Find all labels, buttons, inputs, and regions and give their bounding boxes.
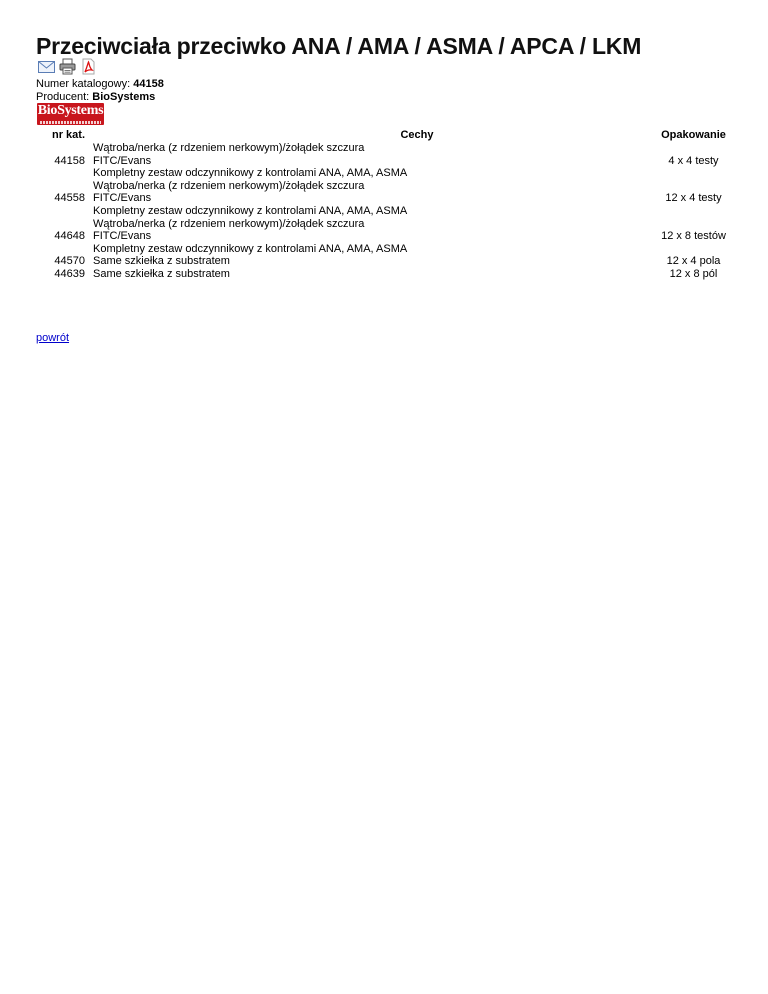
row-features — [93, 268, 661, 281]
catalog-value: 44158 — [133, 78, 164, 90]
table-row — [36, 268, 726, 281]
header-packaging: Opakowanie — [661, 129, 726, 141]
back-link[interactable]: powrót — [36, 332, 70, 344]
row-code: 44558 — [54, 192, 85, 205]
row-packaging: 12 x 8 testów — [661, 230, 726, 243]
logo-text: BioSystems — [37, 103, 104, 118]
mail-icon[interactable] — [38, 58, 55, 75]
row-packaging: 12 x 8 pól — [669, 267, 718, 280]
row-features — [93, 218, 661, 256]
biosystems-logo — [37, 103, 104, 125]
row-packaging: 4 x 4 testy — [668, 154, 719, 167]
table-row — [36, 218, 726, 256]
producer-value: BioSystems — [92, 91, 156, 103]
feature-line: Kompletny zestaw odczynnikowy z kontrolami ANA, AMA, ASMA — [93, 242, 408, 255]
product-meta — [36, 78, 164, 104]
row-features — [93, 142, 661, 180]
producer-label: Producent: — [36, 91, 90, 103]
feature-line: Same szkiełka z substratem — [93, 255, 230, 268]
row-code: 44158 — [54, 154, 85, 167]
feature-line: Wątroba/nerka (z rdzeniem nerkowym)/żołądek szczura — [93, 142, 365, 154]
feature-line: Kompletny zestaw odczynnikowy z kontrolami ANA, AMA, ASMA — [93, 204, 408, 217]
table-header-row — [36, 128, 726, 142]
feature-line: FITC/Evans — [93, 230, 152, 243]
logo-strip — [40, 121, 101, 124]
products-table — [36, 128, 726, 281]
action-icons — [38, 58, 97, 75]
row-features — [93, 180, 661, 218]
catalog-label: Numer katalogowy: — [36, 78, 131, 90]
header-code: nr kat. — [51, 129, 85, 141]
row-packaging: 12 x 4 testy — [665, 192, 722, 205]
row-features — [93, 255, 661, 268]
feature-line: Wątroba/nerka (z rdzeniem nerkowym)/żołądek szczura — [93, 179, 365, 192]
feature-line: Same szkiełka z substratem — [93, 267, 230, 280]
feature-line: Wątroba/nerka (z rdzeniem nerkowym)/żołądek szczura — [93, 217, 365, 230]
print-icon[interactable] — [59, 58, 76, 75]
feature-line: FITC/Evans — [93, 154, 152, 167]
feature-line: FITC/Evans — [93, 192, 152, 205]
row-code: 44570 — [54, 255, 85, 268]
table-row — [36, 255, 726, 268]
table-row — [36, 180, 726, 218]
page-title: Przeciwciała przeciwko ANA / AMA / ASMA / APCA / LKM — [36, 33, 642, 59]
feature-line: Kompletny zestaw odczynnikowy z kontrolami ANA, AMA, ASMA — [93, 167, 408, 180]
pdf-icon[interactable] — [80, 58, 97, 75]
row-packaging: 12 x 4 pola — [666, 255, 721, 268]
table-row — [36, 142, 726, 180]
catalog-number — [36, 78, 164, 91]
header-features: Cechy — [400, 129, 434, 141]
row-code: 44639 — [54, 267, 85, 280]
row-code: 44648 — [54, 230, 85, 243]
